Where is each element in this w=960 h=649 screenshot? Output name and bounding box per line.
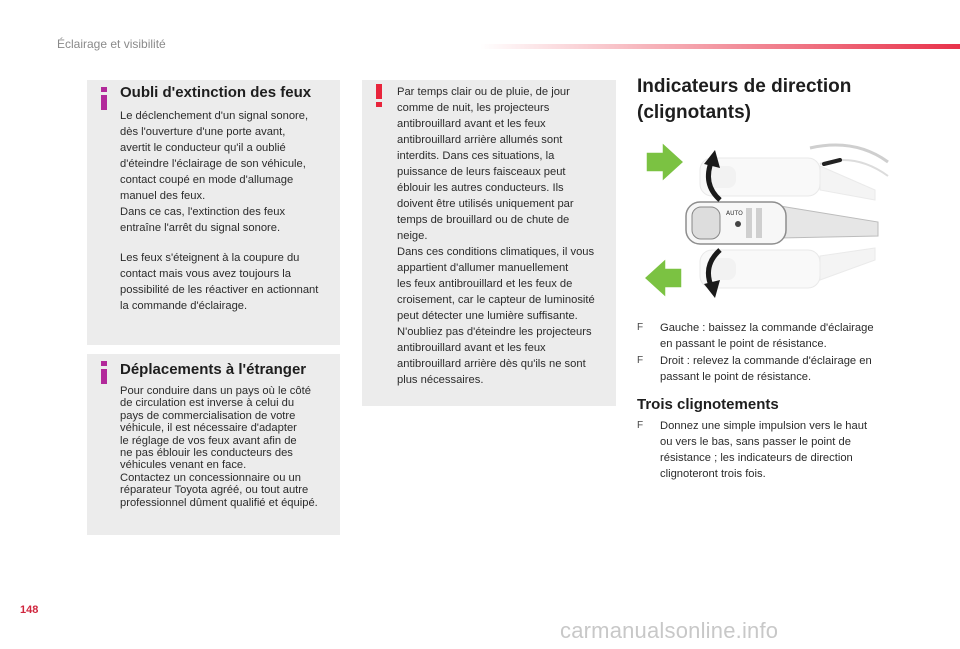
indicators-title-line-1: Indicateurs de direction: [637, 76, 852, 97]
header-rule: [480, 44, 960, 49]
info-box-travel-abroad-text: Pour conduire dans un pays où le côté de circulation est inverse à celui du pays de commercialisation de votre véhicule, il est nécessaire d'adapter le réglage de vos feux avant afin de ne pas éblouir les conducteurs des véhicules venant en face. Contactez un concessionnaire ou un réparateur Toyota agréé, ou tout autre professionnel dûment qualifié et équipé.: [120, 385, 318, 509]
arrow-left-icon: [644, 258, 682, 298]
stalk-ghost-upper: [700, 158, 875, 200]
turn-signal-stalk: [686, 202, 878, 244]
info-box-light-reminder-title: Oubli d'extinction des feux: [120, 84, 312, 101]
info-box-light-reminder-text: Le déclenchement d'un signal sonore, dès l'ouverture d'une porte avant, avertit le conducteur qu'il a oublié d'éteindre l'éclairage de son véhicule, contact coupé en mode d'allumage manuel des feux. Dans ce cas, l'extinction des feux entraîne l'arrêt du signal sonore.: [120, 110, 309, 234]
indicators-bullet-list: [637, 320, 897, 386]
warning-box-text: Par temps clair ou de pluie, de jour comme de nuit, les projecteurs antibrouillard avant et les feux antibrouillard arrière allumés sont interdits. Dans ces situations, la puissance de leurs faisceaux peut éblouir les autres conducteurs. Ils doivent être utilisés uniquement par temps de brouillard ou de chute de neige. Dans ces conditions climatiques, il vous appartient d'allumer manuellement les feux antibrouillard et les feux de croisement, car le capteur de luminosité peut détecter une lumière suffisante. N'oubliez pas d'éteindre les projecteurs antibrouillard avant et les feux antibrouillard arrière dès qu'ils ne sont plus nécessaires.: [397, 86, 595, 386]
turn-signal-stalk-illustration: [640, 138, 890, 310]
indicators-heading: [637, 74, 851, 126]
list-item: F Gauche : baissez la commande d'éclairage en passant le point de résistance.: [637, 322, 874, 350]
info-icon: [101, 87, 107, 110]
info-icon: [101, 361, 107, 384]
bullet-marker: F: [637, 355, 644, 366]
arrow-right-icon: [646, 142, 684, 182]
section-title: Éclairage et visibilité: [57, 37, 166, 51]
bullet-marker: F: [637, 420, 644, 431]
warning-exclamation-icon: [376, 84, 382, 107]
bullet-marker: F: [637, 322, 644, 333]
stalk-ghost-lower: [700, 248, 875, 288]
indicators-title-line-2: (clignotants): [637, 102, 751, 123]
list-item: F Donnez une simple impulsion vers le haut ou vers le bas, sans passer le point de résistance ; les indicateurs de direction clignoteront trois fois.: [637, 420, 868, 480]
watermark: carmanualsonline.info: [560, 618, 779, 643]
info-box-light-reminder-text-2: Les feux s'éteignent à la coupure du contact mais vous avez toujours la possibilité de les réactiver en actionnant la commande d'éclairage.: [120, 252, 319, 312]
info-box-travel-abroad-title: Déplacements à l'étranger: [120, 361, 307, 378]
three-flashes-bullet-list: [637, 418, 897, 483]
three-flashes-title: Trois clignotements: [637, 396, 779, 413]
list-item: F Droit : relevez la commande d'éclairage en passant le point de résistance.: [637, 355, 872, 383]
page-number: 148: [20, 604, 39, 616]
svg-text:AUTO: AUTO: [726, 210, 743, 217]
